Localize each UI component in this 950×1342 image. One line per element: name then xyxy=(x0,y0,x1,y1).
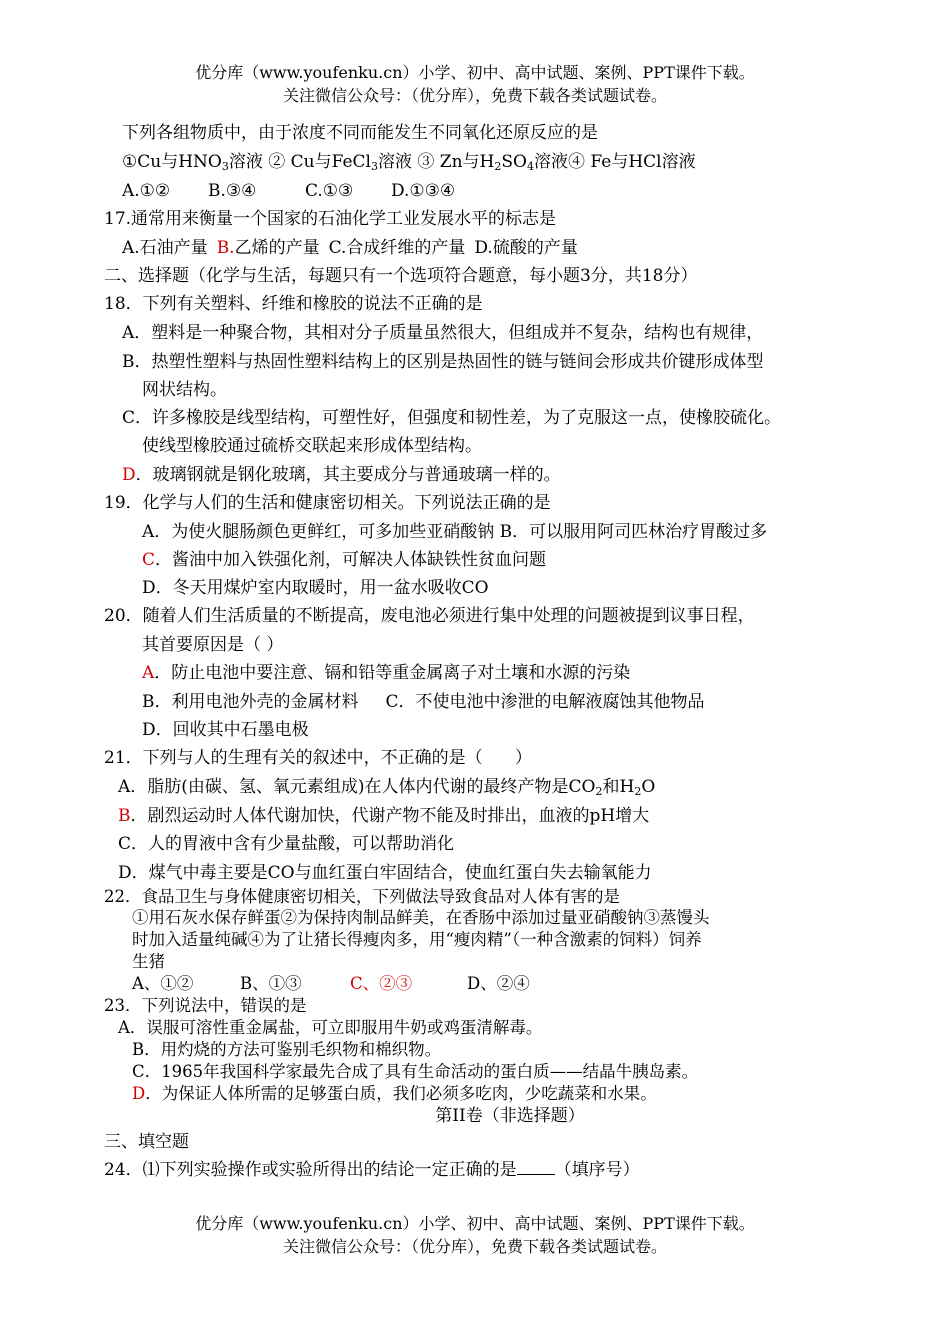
q23-option-c: C．1965年我国科学家最先合成了具有生命活动的蛋白质——结晶牛胰岛素。 xyxy=(132,1062,699,1081)
q20-stem-line1: 20．随着人们生活质量的不断提高，废电池必须进行集中处理的问题被提到议事日程， xyxy=(104,606,755,626)
q21-option-d: D．煤气中毒主要是CO与血红蛋白牢固结合，使血红蛋白失去输氧能力 xyxy=(118,863,652,883)
header-line-1: 优分库（www.youfenku.cn）小学、初中、高中试题、案例、PPT课件下载。 xyxy=(195,63,755,82)
q24-stem: 24．⑴下列实验操作或实验所得出的结论一定正确的是 （填序号） xyxy=(104,1160,640,1180)
q20-options-bc: B．利用电池外壳的金属材料 C．不使电池中渗泄的电解液腐蚀其他物品 xyxy=(142,692,705,712)
q20-option-d: D．回收其中石墨电极 xyxy=(142,720,309,740)
q19-answer-mark: C xyxy=(142,550,156,570)
q22-items-line2: 时加入适量纯碱④为了让猪长得瘦肉多，用“瘦肉精”（一种含激素的饲料）饲养 xyxy=(132,930,702,949)
q18-option-b-line1: B．热塑性塑料与热固性塑料结构上的区别是热固性的链与链间会形成共价键形成体型 xyxy=(122,352,764,372)
answer-blank[interactable] xyxy=(517,1158,555,1175)
q21-answer-mark: B xyxy=(118,806,131,826)
q18-option-d: D．玻璃钢就是钢化玻璃，其主要成分与普通玻璃一样的。 xyxy=(122,465,561,485)
q23-stem: 23．下列说法中，错误的是 xyxy=(104,996,307,1015)
q18-option-b-line2: 网状结构。 xyxy=(142,380,227,400)
q18-stem: 18．下列有关塑料、纤维和橡胶的说法不正确的是 xyxy=(104,294,483,314)
q16-stem: 下列各组物质中，由于浓度不同而能发生不同氧化还原反应的是 xyxy=(122,123,598,143)
q17-stem: 17.通常用来衡量一个国家的石油化学工业发展水平的标志是 xyxy=(104,209,557,229)
q22-option-d: D、②④ xyxy=(467,974,530,993)
q22-option-a: A、①② xyxy=(132,974,194,993)
q18-answer-mark: D xyxy=(122,465,136,485)
q16-option-a: A.①② xyxy=(122,181,171,201)
q19-options-ab: A．为使火腿肠颜色更鲜红，可多加些亚硝酸钠 B．可以服用阿司匹林治疗胃酸过多 xyxy=(142,522,768,542)
q21-option-a: A．脂肪(由碳、氢、氧元素组成)在人体内代谢的最终产物是$CO_2$和$H_2O$ xyxy=(118,777,656,798)
q17-answer-mark: B. xyxy=(216,238,235,258)
q19-option-d: D．冬天用煤炉室内取暖时，用一盆水吸收CO xyxy=(142,578,489,598)
q22-items-line1: ①用石灰水保存鲜蛋②为保持肉制品鲜美，在香肠中添加过量亚硝酸钠③蒸馒头 xyxy=(132,908,710,927)
footer-line-1: 优分库（www.youfenku.cn）小学、初中、高中试题、案例、PPT课件下载。 xyxy=(195,1214,755,1233)
q21-stem: 21．下列与人的生理有关的叙述中，不正确的是（ ） xyxy=(104,748,533,768)
footer-line-2: 关注微信公众号：（优分库），免费下载各类试题试卷。 xyxy=(282,1237,667,1256)
section-2-heading: 二、选择题（化学与生活，每题只有一个选项符合题意，每小题3分，共18分） xyxy=(104,266,698,286)
q16-option-b: B.③④ xyxy=(208,181,257,201)
part-2-title: 第II卷（非选择题） xyxy=(435,1106,585,1126)
q19-stem: 19．化学与人们的生活和健康密切相关。下列说法正确的是 xyxy=(104,493,551,513)
q18-option-c-line1: C．许多橡胶是线型结构，可塑性好，但强度和韧性差，为了克服这一点，使橡胶硫化。 xyxy=(122,408,782,428)
q21-option-c: C．人的胃液中含有少量盐酸，可以帮助消化 xyxy=(118,834,455,854)
q23-option-a: A．误服可溶性重金属盐，可立即服用牛奶或鸡蛋清解毒。 xyxy=(118,1018,543,1037)
q19-option-c: C．酱油中加入铁强化剂，可解决人体缺铁性贫血问题 xyxy=(142,550,547,570)
q18-option-a: A．塑料是一种聚合物，其相对分子质量虽然很大，但组成并不复杂，结构也有规律， xyxy=(122,323,764,343)
q22-option-b: B、①③ xyxy=(240,974,302,993)
q16-items: ①Cu与$HNO_3$溶液 ② Cu与FeCl$_3$溶液 ③ Zn与$H_2SO_4$溶液④ Fe与HCl溶液 xyxy=(122,152,696,173)
q16-option-d: D.①③④ xyxy=(391,181,456,201)
q17-options: A.石油产量 B.乙烯的产量 C.合成纤维的产量 D.硫酸的产量 xyxy=(122,238,578,258)
q20-answer-mark: A xyxy=(142,663,155,683)
q16-option-c: C.①③ xyxy=(305,181,354,201)
q22-stem: 22．食品卫生与身体健康密切相关，下列做法导致食品对人体有害的是 xyxy=(104,887,620,906)
q23-option-b: B．用灼烧的方法可鉴别毛织物和棉织物。 xyxy=(132,1040,442,1059)
q18-option-c-line2: 使线型橡胶通过硫桥交联起来形成体型结构。 xyxy=(142,436,482,456)
q22-option-c: C、②③ xyxy=(350,974,413,993)
section-3-heading: 三、填空题 xyxy=(104,1132,189,1152)
header-line-2: 关注微信公众号：（优分库），免费下载各类试题试卷。 xyxy=(282,86,667,105)
q20-option-a: A．防止电池中要注意、镉和铅等重金属离子对土壤和水源的污染 xyxy=(142,663,631,683)
q20-stem-line2: 其首要原因是（ ） xyxy=(142,635,284,655)
q22-items-line3: 生猪 xyxy=(132,952,165,971)
q23-option-d: D．为保证人体所需的足够蛋白质，我们必须多吃肉，少吃蔬菜和水果。 xyxy=(132,1084,657,1103)
q21-option-b: B．剧烈运动时人体代谢加快，代谢产物不能及时排出，血液的pH增大 xyxy=(118,806,650,826)
q23-answer-mark: D xyxy=(132,1084,146,1103)
